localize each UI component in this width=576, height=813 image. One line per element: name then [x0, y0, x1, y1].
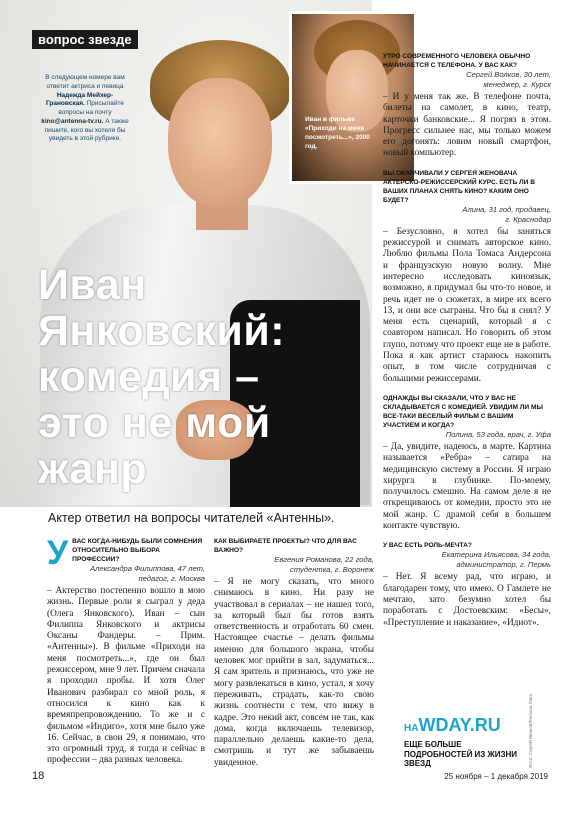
author: Алина, 31 год, продавец,	[462, 204, 551, 214]
answer: – Я не могу сказать, что много снимаюсь в кино. Ни разу не участвовал в сериалах – не нашел того, за который был бы готов взять ответственность и отработать 60 смен. Настоящее счастье – делать фильмы именно для большого экрана, чтобы человек мог прийти в зал, задуматься... Я сам зритель и признаюсь, что уже не могу развлекаться в кино, устал, я хочу переживать, страдать, как-то свою жизнь соотнести с тем, что вижу в кадре. Это некий акт, совсем не так, как дома, когда включаешь телевизор, параллельно делаешь какие-то дела, смотришь и тут же забываешь увиденное.	[214, 577, 374, 768]
author: Евгения Романова, 22 года,	[274, 555, 374, 564]
headline-line: это не мой	[38, 399, 271, 447]
answer: – Нет. Я всему рад, что играю, и благодарен тому, что имею. О Гамлете не мечтаю, зато безумно хотел бы поработать с Достоевским: «Бесы», «Преступление и наказание», «Идиот».	[383, 572, 551, 628]
answer: – Актерство постепенно вошло в мою жизнь. Первые роли я сыграл у деда (Олега Янковского). Иван – сын Филиппа Янковского и актрисы Оксаны Фандеры. – Прим. «Антенны»). В фильме «Приходи на меня посмотреть...», где он был режиссером, мне 9 лет. Причем сначала я проходил пробы. И хотя Олег Иванович разбирал со мной роль, я относился к кино как к времяпрепровождению. То же и с фильмом «Индиго», хотя мне было уже 16. Сейчас, в свои 29, я понимаю, что это огромный труд, я тогда и сейчас в профессии – два разных человека.	[47, 586, 205, 766]
issue-date: 25 ноября – 1 декабря 2019	[444, 772, 548, 781]
headline-line: Янковский:	[38, 307, 286, 355]
page-number: 18	[32, 770, 45, 782]
section-label: вопрос звезде	[32, 30, 138, 49]
qa-block	[383, 541, 551, 628]
note-name: Надежда Мейхер-Грановская.	[45, 91, 114, 108]
note-line1: В следующем номере вам ответит актриса и певица	[45, 74, 125, 90]
author-detail: студентка, г. Воронеж	[290, 565, 374, 574]
author-detail: г. Краснодар	[505, 214, 551, 224]
next-issue-note	[40, 74, 130, 144]
photo-face	[168, 78, 272, 208]
author: Полина, 53 года, врач, г. Уфа	[445, 429, 551, 439]
question: КАК ВЫБИРАЕТЕ ПРОЕКТЫ? ЧТО ДЛЯ ВАС ВАЖНО?	[214, 538, 357, 554]
author-detail: менеджер, г. Курск	[483, 80, 551, 89]
promo-block[interactable]	[404, 716, 524, 769]
headline-line: Иван	[38, 261, 147, 309]
column-2	[214, 537, 374, 769]
question: ОДНАЖДЫ ВЫ СКАЗАЛИ, ЧТО У ВАС НЕ СКЛАДЫВАЕТСЯ С КОМЕДИЕЙ. УВИДИМ ЛИ МЫ ВСЕ-ТАКИ ВЕСЕЛЫЙ ФИЛЬМ С ВАШИМ УЧАСТИЕМ И КОГДА?	[383, 394, 543, 429]
qa-block	[383, 169, 551, 385]
author: Александра Филиппова, 47 лет,	[90, 564, 205, 573]
photo-credit: Фото: Сергей Иванов/Persona Stars	[528, 693, 533, 768]
answer: – Да, увидите, надеюсь, в марте. Картина называется «Ребра» – сатира на медицинскую систему в России. Я играю хирурга в глубинке. По-моему, получилось смешно. На самом деле я не открещиваюсь от комедии, просто это не мой жанр. С драмой себя в большем контакте чувствую.	[383, 441, 551, 532]
logo-text: WDAY.RU	[418, 715, 501, 735]
column-1	[47, 534, 205, 767]
site-logo[interactable]	[404, 716, 524, 738]
dropcap: У	[47, 534, 69, 572]
qa-block	[383, 394, 551, 532]
note-line3: А также пишите, кого вы хотели бы увидеть в этой рубрике.	[44, 117, 129, 143]
inset-caption: Иван в фильме «Приходи на меня посмотреть...», 2000 год.	[305, 116, 370, 151]
answer: – Безусловно, я хотел бы заняться режиссурой и снимать авторское кино. Люблю фильмы Пола Томаса Андерсона и французскую новую волну. Мне интересно исследовать киноязык, возможно, я придумал бы что-то новое, и речь идет не о сюжетах, в мире их всего 13, и они все сыграны. Что бы я снял? У меня есть сценарий, который я с соавтором написал. Но говорить об этом глупо, потому что проект еще не в работе. Пока я как артист стараюсь накопить опыт, в том числе сотрудничая с большими режиссерами.	[383, 226, 551, 384]
note-email[interactable]: kino@antenna-tv.ru.	[41, 117, 104, 125]
right-column	[383, 52, 551, 638]
note-line2: Присылайте вопросы на почту	[58, 100, 125, 117]
promo-text: ЕЩЕ БОЛЬШЕ ПОДРОБНОСТЕЙ ИЗ ЖИЗНИ ЗВЕЗД	[404, 740, 518, 768]
author-detail: педагог, г. Москва	[138, 574, 205, 583]
qa-block	[383, 52, 551, 160]
headline-line: комедия –	[38, 353, 260, 401]
lead-text: Актер ответил на вопросы читателей «Антенны».	[48, 511, 335, 525]
question: ВАС КОГДА-НИБУДЬ БЫЛИ СОМНЕНИЯ ОТНОСИТЕЛЬНО ВЫБОРА ПРОФЕССИИ?	[72, 538, 203, 563]
headline	[38, 262, 338, 492]
question: У ВАС ЕСТЬ РОЛЬ-МЕЧТА?	[383, 542, 472, 550]
answer: – И у меня так же. В телефоне почта, билеты на самолет, в кино, театр, карточки банковские... Я погряз в этом. Прогресс сильнее нас, мы только можем его догонять: ловим новый смартфон, новый компьютер.	[383, 92, 551, 159]
question: ВЫ ОКАНЧИВАЛИ У СЕРГЕЯ ЖЕНОВАЧА АКТЕРСКО-РЕЖИССЕРСКИЙ КУРС. ЕСТЬ ЛИ В ВАШИХ ПЛАНАХ СНЯТЬ КИНО? КАКИМ ОНО БУДЕТ?	[383, 169, 535, 204]
headline-line: жанр	[38, 445, 148, 493]
author: Екатерина Ильясова, 34 года,	[441, 550, 551, 560]
question: УТРО СОВРЕМЕННОГО ЧЕЛОВЕКА ОБЫЧНО НАЧИНАЕТСЯ С ТЕЛЕФОНА. У ВАС КАК?	[383, 53, 531, 69]
logo-prefix: НА	[404, 723, 419, 734]
author: Сергей Волков, 30 лет,	[466, 70, 551, 79]
author-detail: администратор, г. Пермь	[456, 560, 551, 570]
